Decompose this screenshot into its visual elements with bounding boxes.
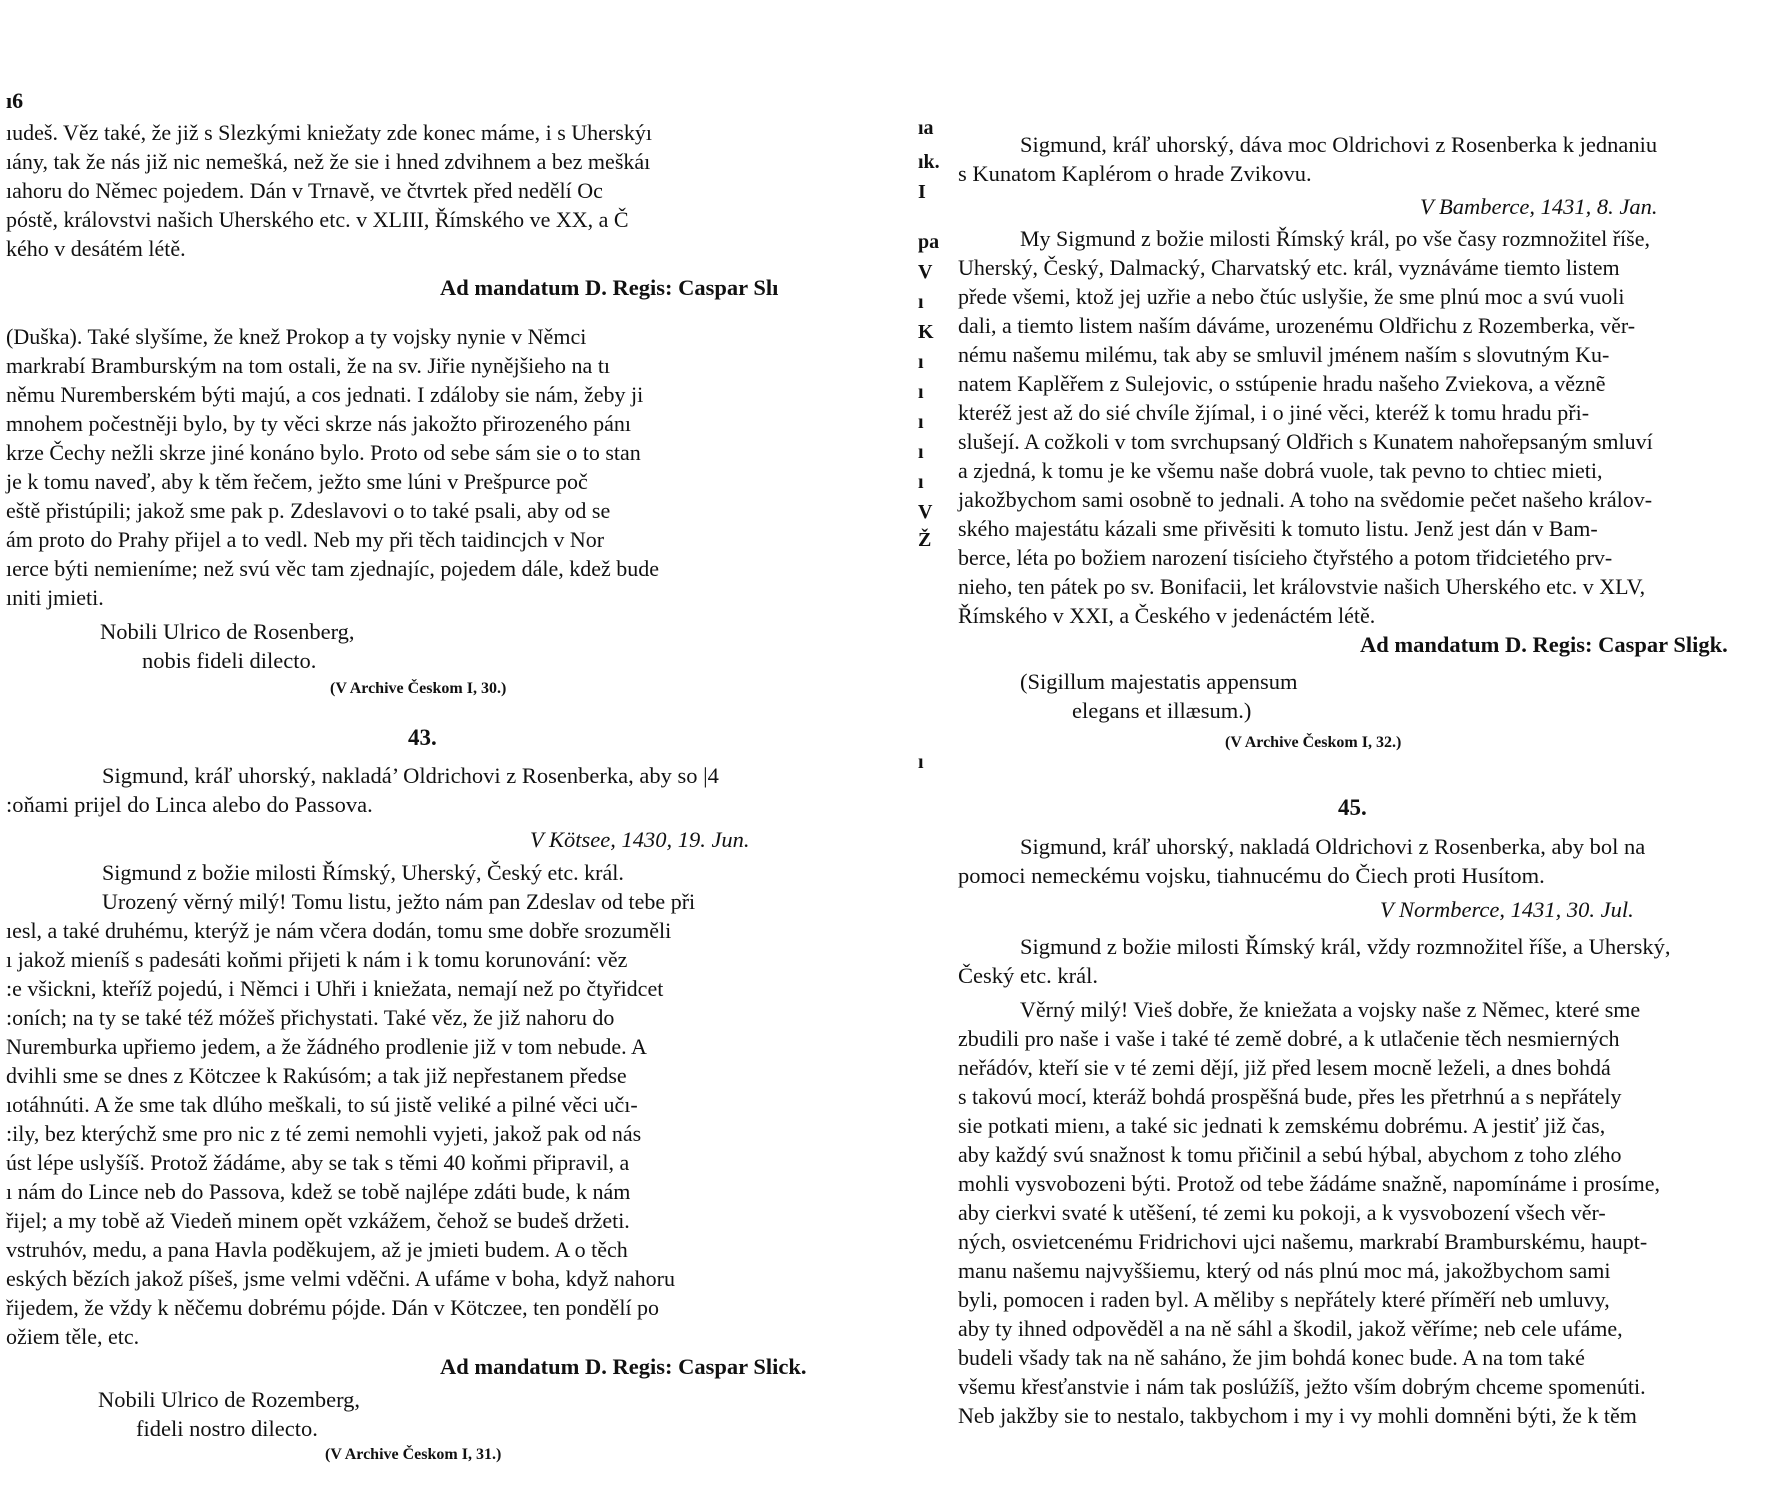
source-citation: (V Archive Českom I, 30.)	[330, 680, 507, 697]
mandate-signature: Ad mandatum D. Regis: Caspar Sligk.	[1360, 632, 1728, 657]
text-line: póstě, královstvi našich Uherského etc. v XLIII, Římského ve XX, a Č	[6, 207, 629, 232]
text-line: ı nám do Lince neb do Passova, kdež se tobě najlépe zdáti bude, k nám	[6, 1179, 631, 1204]
text-line: ıerce býti nemieníme; než svú věc tam zjednajíc, pojedem dále, kdež bude	[6, 556, 660, 581]
text-line: zbudili pro naše i vaše i také té země dobré, a k utlačenie těch nesmierných	[958, 1026, 1620, 1051]
text-line: ožiem těle, etc.	[6, 1324, 140, 1349]
margin-mark: ıa	[918, 117, 934, 139]
text-line: ıniti jmieti.	[6, 585, 104, 610]
right-page	[920, 0, 1786, 1500]
text-line: ıesl, a také druhému, kterýž je nám včera dodán, tomu sme dobře srozuměli	[6, 918, 672, 943]
margin-mark: ık.	[918, 151, 940, 173]
text-line: dvihli sme se dnes z Kötczee k Rakúsóm; a tak již nepřestanem předse	[6, 1063, 627, 1088]
text-line: je k tomu naveď, aby k těm řečem, ježto sme lúni v Prešpurce poč	[6, 469, 588, 494]
text-line: Nuremburka upřiemo jedem, a že žádného prodlenie již v tom nebude. A	[6, 1034, 647, 1059]
text-line: Sigmund, kráľ uhorský, dáva moc Oldrichovi z Rosenberka k jednaniu	[1020, 132, 1658, 157]
sigillum-note	[1020, 667, 1297, 725]
text-line: ıány, tak že nás již nic nemešká, než že sie i hned zdvihnem a bez meškáı	[6, 149, 651, 174]
document-body	[6, 858, 695, 1351]
text-line: Sigmund z božie milosti Římský, Uherský, Český etc. král.	[102, 860, 624, 885]
margin-mark: Ž	[918, 529, 932, 551]
document-number: 45.	[1338, 795, 1367, 820]
text-line: sie potkati mienı, a také sic jednati k zemskému dobrému. A jestiť již čas,	[958, 1113, 1606, 1138]
text-line: mohli vysvobozeni býti. Protož od tebe žádáme snažně, napomínáme i prosíme,	[958, 1171, 1660, 1196]
address-line: Nobili Ulrico de Rosenberg,	[100, 619, 355, 644]
address-line: fideli nostro dilecto.	[136, 1416, 318, 1441]
text-line: všemu křesťanstvie i nám tak poslúžíš, ježto vším dobrým chceme spomenúti.	[958, 1374, 1646, 1399]
margin-mark: ı	[918, 381, 924, 403]
text-line: ných, osvietcenému Fridrichovi ujci našemu, markrabí Bramburskému, haupt-	[958, 1229, 1648, 1254]
text-line: byli, pomocen i raden byl. A měliby s nepřátely které příměří neb umluvy,	[958, 1287, 1610, 1312]
text-line: eště přistúpili; jakož sme pak p. Zdeslavovi o to také psali, aby od se	[6, 498, 611, 523]
text-line: úst lépe uslyšíš. Protož žádáme, aby se tak s těmi 40 koňmi připravil, a	[6, 1150, 630, 1175]
text-line: Věrný milý! Vieš dobře, že kniežata a vojsky naše z Němec, které sme	[1020, 997, 1641, 1022]
address-line: nobis fideli dilecto.	[142, 648, 317, 673]
text-line: s takovú mocí, kteráž bohdá prospěšná bude, přes les přetrhnú a s nepřátely	[958, 1084, 1622, 1109]
text-line: Neb jakžby sie to nestalo, takbychom i my i vy mohli domněni býti, že k těm	[958, 1403, 1637, 1428]
margin-mark: I	[918, 181, 926, 203]
margin-mark: ı	[918, 441, 924, 463]
document-date: V Kötsee, 1430, 19. Jun.	[530, 827, 750, 852]
text-line: krze Čechy nežli skrze jiné konáno bylo. Proto od sebe sám sie o to stan	[6, 440, 641, 465]
source-citation: (V Archive Českom I, 31.)	[325, 1446, 502, 1463]
text-line: mnohem počestněji bylo, by ty věci skrze nás jakožto přirozeného pánı	[6, 411, 631, 436]
text-line: :oňami prijel do Linca alebo do Passova.	[6, 792, 373, 817]
text-line: kteréž jest až do sié chvíle žjímal, i o jiné věci, kteréž k tomu hradu při-	[958, 400, 1590, 425]
text-line: kého v desátém létě.	[6, 236, 186, 261]
text-line: elegans et illæsum.)	[1072, 698, 1252, 723]
text-line: nému našemu milému, tak aby se smluvil jménem naším s slovutným Ku-	[958, 342, 1610, 367]
left-page	[0, 0, 850, 1500]
text-line: Sigmund, kráľ uhorský, nakladá’ Oldrichovi z Rosenberka, aby so |4	[102, 763, 719, 788]
text-line: neřádóv, kteří sie v té zemi dějí, již před lesem mocně leželi, a dnes bohdá	[958, 1055, 1611, 1080]
document-date: V Normberce, 1431, 30. Jul.	[1380, 897, 1634, 922]
address-block	[98, 1385, 360, 1443]
text-line: ám proto do Prahy přijel a to vedl. Neb my při těch taidincjch v Nor	[6, 527, 605, 552]
continuation-text	[6, 118, 652, 263]
text-line: markrabí Bramburským na tom ostali, že na sv. Jiřie nynějšieho na tı	[6, 353, 611, 378]
text-line: řijedem, že vždy k něčemu dobrému pójde. Dán v Kötczee, ten pondělí po	[6, 1295, 660, 1320]
text-line: ıahoru do Němec pojedem. Dán v Trnavě, ve čtvrtek před nedělí Oc	[6, 178, 603, 203]
text-line: aby každý svú snažnost k tomu přičinil a sebú hýbal, abychom z toho zlého	[958, 1142, 1622, 1167]
document-body	[958, 932, 1671, 990]
text-line: s Kunatom Kaplérom o hrade Zvikovu.	[958, 161, 1312, 186]
margin-mark: V	[918, 501, 933, 523]
margin-mark: ı	[918, 351, 924, 373]
address-line: Nobili Ulrico de Rozemberg,	[98, 1387, 361, 1412]
text-line: aby cierkvi svaté k utěšení, té zemi ku pokoji, a k vysvobození všech věr-	[958, 1200, 1606, 1225]
text-line: přede všemi, ktož jej uzřie a nebo čtúc uslyšie, že sme plnú moc a svú vuoli	[958, 284, 1625, 309]
text-line: a zjedná, k tomu je ke všemu naše dobrá vuole, tak pevno to chtiec mieti,	[958, 458, 1603, 483]
text-line: Uherský, Český, Dalmacký, Charvatský etc. král, vyznáváme tiemto listem	[958, 255, 1620, 280]
text-line: aby ty ihned odpověděl a na ně sáhl a škodil, jakož věříme; neb cele ufáme,	[958, 1316, 1623, 1341]
margin-mark: pa	[918, 231, 940, 253]
margin-mark: V	[918, 261, 933, 283]
text-line: Český etc. král.	[958, 963, 1098, 988]
text-line: vstruhóv, medu, a pana Havla poděkujem, až je jmieti budem. A o těch	[6, 1237, 628, 1262]
text-line: ıotáhnúti. A že sme tak dlúho meškali, to sú jistě veliké a pilné věci učı-	[6, 1092, 638, 1117]
text-line: pomoci nemeckému vojsku, tiahnucému do Čiech proti Husítom.	[958, 863, 1545, 888]
text-line: ı jakož mieníš s padesáti koňmi přijeti k nám i k tomu korunování: věz	[6, 947, 628, 972]
text-line: nieho, ten pátek po sv. Bonifacii, let královstvie našich Uherského etc. v XLV,	[958, 574, 1646, 599]
text-line: :e všickni, kteříž pojedú, i Němci i Uhři i kniežata, nemají než po čtyřidcet	[6, 976, 664, 1001]
text-line: němu Nuremberském býti majú, a cos jednati. I zdáloby sie nám, žeby ji	[6, 382, 644, 407]
margin-mark: ı	[918, 751, 924, 773]
text-line: jakožbychom sami osobně to jednali. A toho na svědomie pečet našeho králov-	[958, 487, 1653, 512]
text-line: natem Kaplěřem z Sulejovic, o sstúpenie hradu našeho Zviekova, a věznẽ	[958, 371, 1606, 396]
text-line: :ily, bez kterýchž sme pro nic z té zemi nemohli vyjeti, jakož pak od nás	[6, 1121, 642, 1146]
document-number: 43.	[408, 725, 437, 750]
source-citation: (V Archive Českom I, 32.)	[1225, 734, 1402, 751]
text-line: ıudeš. Věz také, že již s Slezkými kniežaty zde konec máme, i s Uherskýı	[6, 120, 652, 145]
mandate-signature: Ad mandatum D. Regis: Caspar Slı	[440, 275, 779, 300]
text-line: slušejí. A cožkoli v tom svrchupsaný Oldřich s Kunatem nahořepsaným smluví	[958, 429, 1653, 454]
margin-mark: ı	[918, 291, 924, 313]
text-line: My Sigmund z božie milosti Římský král, po vše časy rozmnožitel říše,	[1020, 226, 1650, 251]
text-line: (Duška). Také slyšíme, že knež Prokop a ty vojsky nynie v Němci	[6, 324, 587, 349]
text-line: budeli všady tak na ně saháno, že jim bohdá konec bude. A na tom také	[958, 1345, 1585, 1370]
text-line: manu našemu najvyššiemu, který od nás plnú moc má, jakožbychom sami	[958, 1258, 1611, 1283]
document-summary	[958, 130, 1657, 188]
text-line: :oních; na ty se také též móžeš přichystati. Také věz, že již nahoru do	[6, 1005, 615, 1030]
text-line: Urozený věrný milý! Tomu listu, ježto nám pan Zdeslav od tebe při	[102, 889, 696, 914]
text-line: Římského v XXI, a Českého v jedenáctém létě.	[958, 603, 1376, 628]
document-body	[958, 995, 1660, 1430]
document-summary	[6, 761, 719, 819]
text-line: dali, a tiemto listem naším dáváme, urozenému Oldřichu z Rozemberka, věr-	[958, 313, 1636, 338]
duska-paragraph	[6, 322, 659, 612]
margin-mark: ı	[918, 411, 924, 433]
text-line: Sigmund z božie milosti Římský král, vždy rozmnožitel říše, a Uherský,	[1020, 934, 1671, 959]
document-date: V Bamberce, 1431, 8. Jan.	[1420, 194, 1658, 219]
mandate-signature: Ad mandatum D. Regis: Caspar Slick.	[440, 1354, 807, 1379]
page-number: ı6	[6, 88, 24, 113]
text-line: berce, léta po božiem narození tisícieho čtyřstého a potom třidcietého prv-	[958, 545, 1613, 570]
address-block	[100, 617, 355, 675]
text-line: (Sigillum majestatis appensum	[1020, 669, 1298, 694]
text-line: ského majestátu kázali sme přivěsiti k tomuto listu. Jenž jest dán v Bam-	[958, 516, 1598, 541]
document-body	[958, 224, 1653, 630]
document-summary	[958, 832, 1645, 890]
text-line: řijel; a my tobě až Viedeň minem opět vzkážem, čehož se budeš držeti.	[6, 1208, 630, 1233]
text-line: Sigmund, kráľ uhorský, nakladá Oldrichovi z Rosenberka, aby bol na	[1020, 834, 1646, 859]
text-line: eských bězích jakož píšeš, jsme velmi vděčni. A ufáme v boha, když nahoru	[6, 1266, 675, 1291]
margin-mark: ı	[918, 471, 924, 493]
margin-mark: K	[918, 321, 934, 343]
